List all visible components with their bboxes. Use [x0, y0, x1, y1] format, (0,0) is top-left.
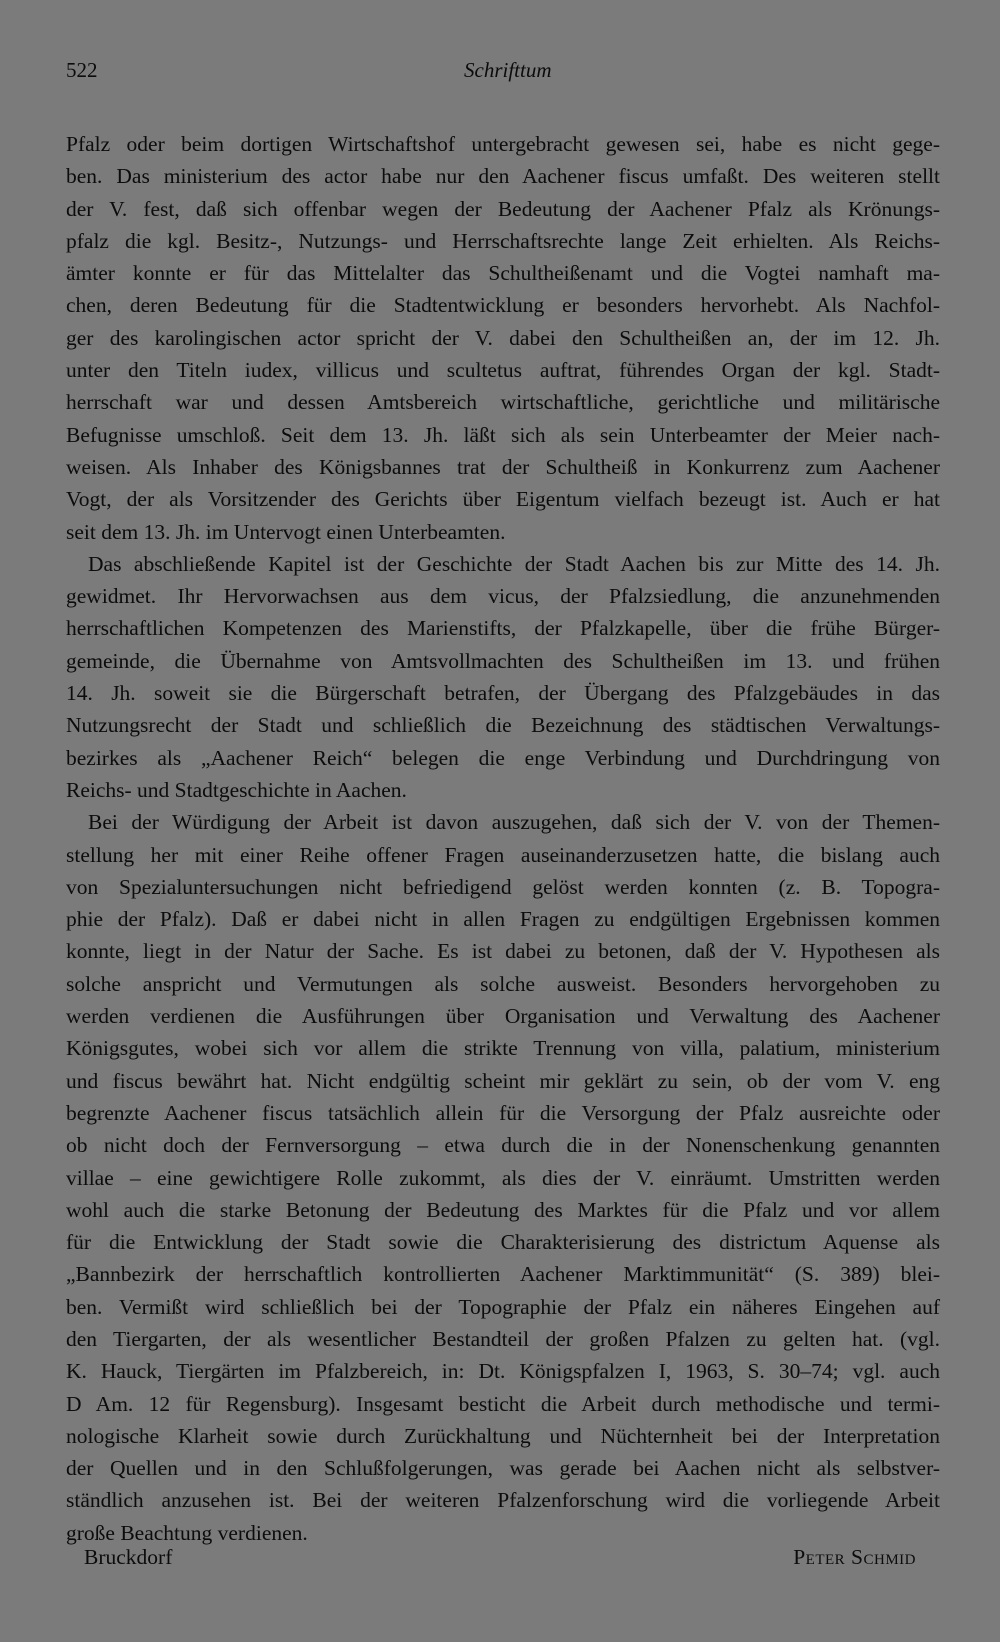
- text-line: K. Hauck, Tiergärten im Pfalzbereich, in: Dt. Königspfalzen I, 1963, S. 30–74; vgl. auch: [66, 1359, 940, 1384]
- text-line: unter den Titeln iudex, villicus und scultetus auftrat, führendes Organ der kgl. Stadt-: [66, 358, 940, 383]
- paragraph: [66, 128, 940, 548]
- text-line: Bei der Würdigung der Arbeit ist davon auszugehen, daß sich der V. von der Themen-: [88, 810, 940, 835]
- text-line: Befugnisse umschloß. Seit dem 13. Jh. läßt sich als sein Unterbeamter der Meier nach-: [66, 422, 940, 447]
- text-line: seit dem 13. Jh. im Untervogt einen Unterbeamten.: [66, 519, 506, 544]
- page-header: [66, 58, 916, 88]
- text-line: phie der Pfalz). Daß er dabei nicht in allen Fragen zu endgültigen Ergebnissen kommen: [66, 907, 940, 932]
- text-line: Das abschließende Kapitel ist der Geschichte der Stadt Aachen bis zur Mitte des 14. Jh.: [88, 551, 940, 576]
- text-line: herrschaft war und dessen Amtsbereich wirtschaftliche, gerichtliche und militärische: [66, 390, 940, 415]
- text-line: bezirkes als „Aachener Reich“ belegen die enge Verbindung und Durchdringung von: [66, 745, 940, 770]
- text-line: pfalz die kgl. Besitz-, Nutzungs- und Herrschaftsrechte lange Zeit erhielten. Als Reichs-: [66, 228, 940, 253]
- text-line: Königsgutes, wobei sich vor allem die strikte Trennung von villa, palatium, ministerium: [66, 1036, 940, 1061]
- text-line: und fiscus bewährt hat. Nicht endgültig scheint mir geklärt zu sein, ob der vom V. eng: [66, 1068, 940, 1093]
- running-head: Schrifttum: [464, 58, 552, 82]
- text-line: große Beachtung verdienen.: [66, 1520, 308, 1545]
- text-line: Vogt, der als Vorsitzender des Gerichts über Eigentum vielfach bezeugt ist. Auch er hat: [66, 487, 940, 512]
- page-number: 522: [66, 58, 98, 82]
- text-line: solche anspricht und Vermutungen als solche ausweist. Besonders hervorgehoben zu: [66, 971, 940, 996]
- paragraph: [66, 806, 940, 1549]
- text-line: ben. Das ministerium des actor habe nur den Aachener fiscus umfaßt. Des weiteren stellt: [66, 164, 940, 189]
- paragraph: [66, 548, 940, 806]
- text-line: ämter konnte er für das Mittelalter das Schultheißenamt und die Vogtei namhaft ma-: [66, 261, 940, 286]
- text-line: werden verdienen die Ausführungen über Organisation und Verwaltung des Aachener: [66, 1004, 940, 1029]
- text-line: wohl auch die starke Betonung der Bedeutung des Marktes für die Pfalz und vor allem: [66, 1197, 940, 1222]
- text-line: begrenzte Aachener fiscus tatsächlich allein für die Versorgung der Pfalz ausreichte oder: [66, 1100, 940, 1125]
- text-line: 14. Jh. soweit sie die Bürgerschaft betrafen, der Übergang des Pfalzgebäudes in das: [66, 681, 940, 706]
- text-line: villae – eine gewichtigere Rolle zukommt, als dies der V. einräumt. Umstritten werden: [66, 1165, 940, 1190]
- text-line: den Tiergarten, der als wesentlicher Bestandteil der großen Pfalzen zu gelten hat. (vgl.: [66, 1326, 940, 1351]
- text-line: ben. Vermißt wird schließlich bei der Topographie der Pfalz ein näheres Eingehen auf: [66, 1294, 940, 1319]
- text-line: ob nicht doch der Fernversorgung – etwa durch die in der Nonenschenkung genannten: [66, 1133, 940, 1158]
- text-line: nologische Klarheit sowie durch Zurückhaltung und Nüchternheit bei der Interpretation: [66, 1423, 940, 1448]
- text-line: für die Entwicklung der Stadt sowie die Charakterisierung des districtum Aquense als: [66, 1230, 940, 1255]
- text-line: weisen. Als Inhaber des Königsbannes trat der Schultheiß in Konkurrenz zum Aachener: [66, 454, 940, 479]
- text-line: Pfalz oder beim dortigen Wirtschaftshof untergebracht gewesen sei, habe es nicht gege-: [66, 132, 940, 156]
- text-line: chen, deren Bedeutung für die Stadtentwicklung er besonders hervorhebt. Als Nachfol-: [66, 293, 940, 318]
- text-line: stellung her mit einer Reihe offener Fragen auseinanderzusetzen hatte, die bislang auch: [66, 842, 940, 867]
- text-line: gewidmet. Ihr Hervorwachsen aus dem vicus, der Pfalzsiedlung, die anzunehmenden: [66, 584, 940, 609]
- text-line: konnte, liegt in der Natur der Sache. Es ist dabei zu betonen, daß der V. Hypothesen als: [66, 939, 940, 964]
- text-line: von Spezialuntersuchungen nicht befriedigend gelöst werden konnten (z. B. Topogra-: [66, 874, 940, 899]
- text-line: der V. fest, daß sich offenbar wegen der Bedeutung der Aachener Pfalz als Krönungs-: [66, 196, 940, 221]
- text-line: D Am. 12 für Regensburg). Insgesamt besticht die Arbeit durch methodische und termi-: [66, 1391, 940, 1416]
- review-body: [66, 128, 940, 1549]
- signature-place: Bruckdorf: [84, 1545, 173, 1569]
- text-line: herrschaftlichen Kompetenzen des Marienstifts, der Pfalzkapelle, über die frühe Bürger-: [66, 616, 940, 641]
- text-line: der Quellen und in den Schlußfolgerungen, was gerade bei Aachen nicht als selbstver-: [66, 1456, 940, 1481]
- text-line: ständlich anzusehen ist. Bei der weiteren Pfalzenforschung wird die vorliegende Arbeit: [66, 1488, 940, 1513]
- text-line: Reichs- und Stadtgeschichte in Aachen.: [66, 777, 407, 802]
- text-line: „Bannbezirk der herrschaftlich kontrollierten Aachener Marktimmunität“ (S. 389) blei-: [66, 1262, 940, 1287]
- text-line: ger des karolingischen actor spricht der V. dabei den Schultheißen an, der im 12. Jh.: [66, 325, 940, 350]
- signature-line: [84, 1545, 916, 1579]
- signature-author: Peter Schmid: [793, 1545, 916, 1569]
- text-line: gemeinde, die Übernahme von Amtsvollmachten des Schultheißen im 13. und frühen: [66, 648, 940, 673]
- text-line: Nutzungsrecht der Stadt und schließlich die Bezeichnung des städtischen Verwaltungs-: [66, 713, 940, 738]
